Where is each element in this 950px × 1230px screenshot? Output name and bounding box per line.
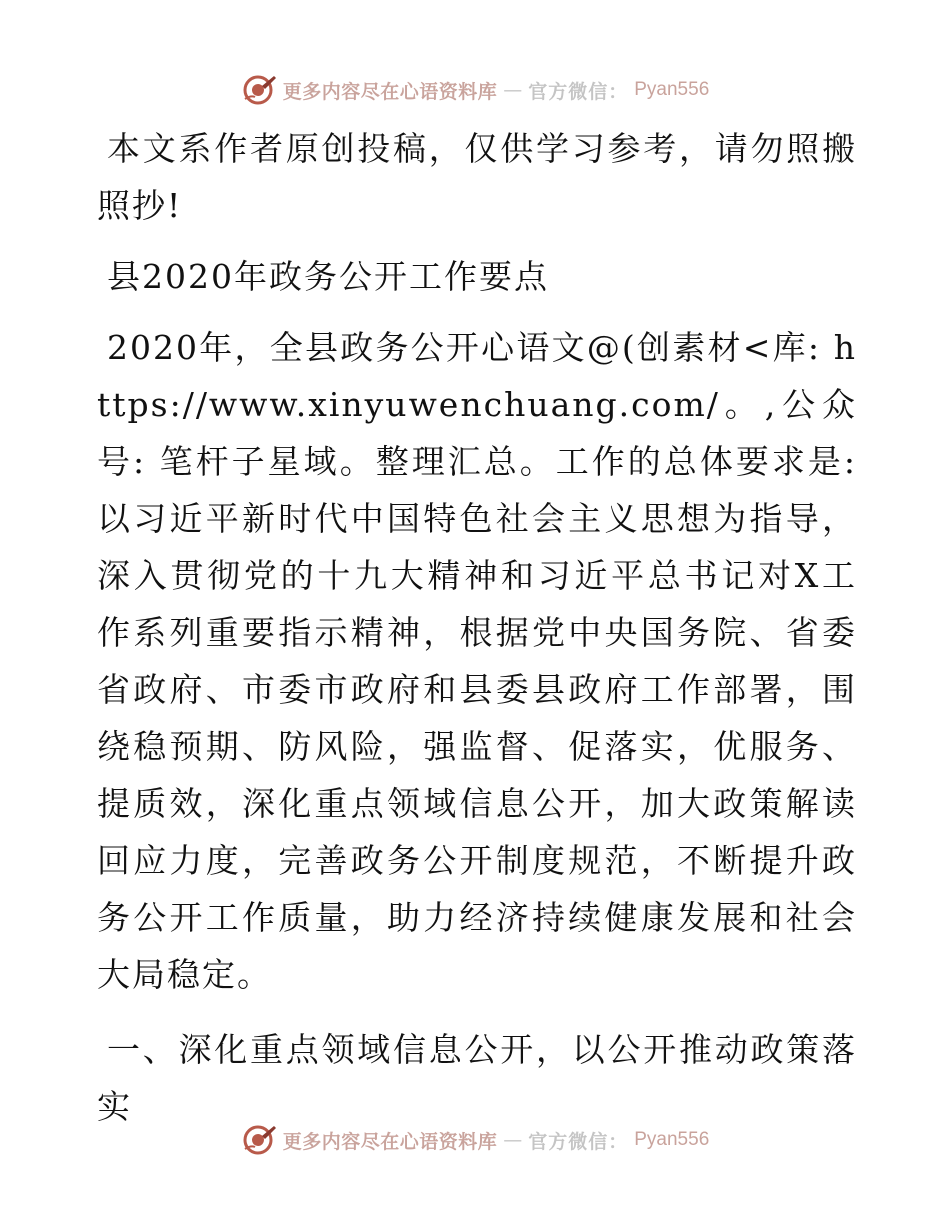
- document-body: [97, 120, 857, 1135]
- brush-pen-logo-icon: [241, 1123, 277, 1157]
- header-watermark-banner: [0, 70, 950, 110]
- banner-main-text: 更多内容尽在心语资料库: [282, 80, 498, 103]
- banner-wechat-label: 官方微信：: [528, 80, 629, 103]
- banner-wechat-id: Pyan556: [634, 79, 710, 100]
- banner-content: [241, 73, 710, 107]
- footer-watermark-banner: [0, 1120, 950, 1160]
- copyright-notice: 本文系作者原创投稿，仅供学习参考，请勿照搬照抄!: [97, 129, 857, 225]
- intro-paragraph: 2020年，全县政务公开心语文@(创素材<库: https://www.xinyuwenchuang.com/。,公众号: 笔杆子星域。整理汇总。工作的总体要求是: 以习近平新时代中国特色社会主义思想为指导，深入贯彻党的十九大精神和习近平总书记对X工作系列重要指示精神，根据党中央国务院、省委省政府、市委市政府和县委县政府工作部署，围绕稳预期、防风险，强监督、促落实，优服务、提质效，深化重点领域信息公开，加大政策解读回应力度，完善政务公开制度规范，不断提升政务公开工作质量，助力经济持续健康发展和社会大局稳定。: [97, 328, 857, 994]
- banner-main-text: 更多内容尽在心语资料库: [282, 1130, 498, 1153]
- banner-wechat-label: 官方微信：: [528, 1130, 629, 1153]
- banner-dash: —: [503, 1129, 523, 1151]
- brush-pen-logo-icon: [241, 73, 277, 107]
- banner-wechat-id: Pyan556: [634, 1129, 710, 1150]
- section-heading-1: 一、深化重点领域信息公开，以公开推动政策落实: [97, 1030, 857, 1126]
- banner-content: [241, 1123, 710, 1157]
- document-title: 县2020年政务公开工作要点: [107, 257, 549, 296]
- banner-dash: —: [503, 79, 523, 101]
